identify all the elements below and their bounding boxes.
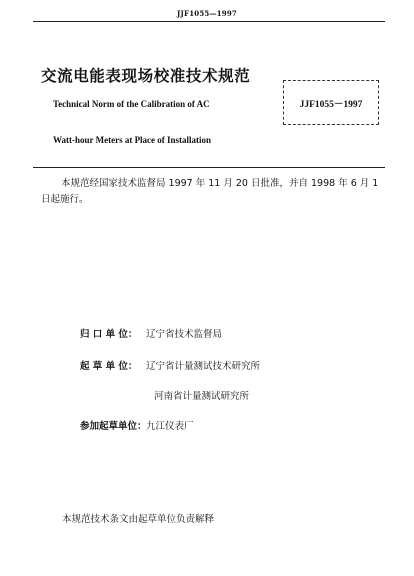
interpretation-note: 本规范技术条文由起草单位负责解释	[62, 514, 215, 525]
document-title-english-line1: Technical Norm of the Calibration of AC	[53, 99, 210, 109]
responsible-unit-value: 辽宁省技术监督局	[146, 329, 223, 340]
drafting-unit-value-1: 辽宁省计量测试技术研究所	[146, 361, 261, 372]
running-header: JJF1055—1997	[177, 9, 237, 18]
participating-unit-value: 九江仪表厂	[146, 421, 194, 432]
document-code-box	[283, 80, 379, 125]
document-title-chinese: 交流电能表现场校准技术规范	[41, 67, 251, 85]
responsible-unit-label: 归 口 单 位：	[80, 329, 138, 340]
document-title-english-line2: Watt-hour Meters at Place of Installation	[53, 135, 212, 145]
drafting-unit-label: 起 草 单 位：	[80, 361, 138, 372]
drafting-unit-value-2: 河南省计量测试研究所	[154, 391, 250, 402]
participating-unit-label: 参加起草单位：	[80, 421, 147, 432]
approval-statement: 本规范经国家技术监督局 1997 年 11 月 20 日批准，并自 1998 年 6 月 1 日起施行。	[41, 178, 379, 205]
document-code: JJF1055－1997	[299, 99, 363, 110]
title-divider-rule	[33, 167, 385, 168]
header-rule	[33, 21, 385, 22]
